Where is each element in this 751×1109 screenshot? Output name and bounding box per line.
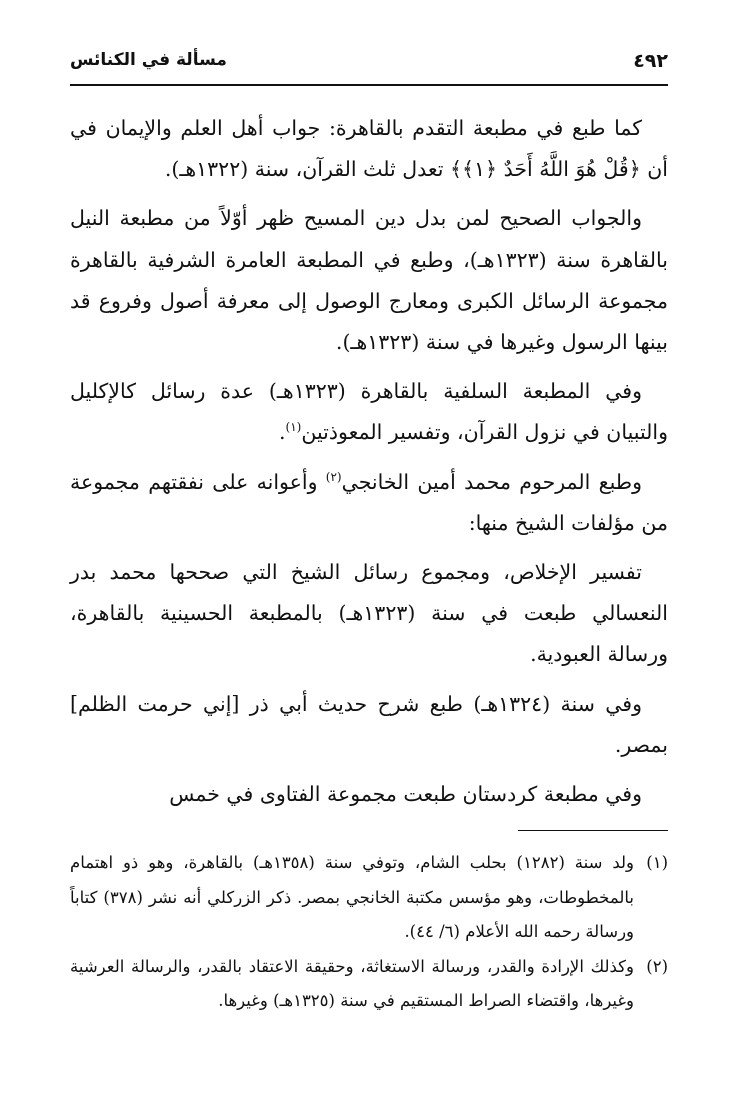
paragraph-6: وفي سنة (١٣٢٤هـ) طبع شرح حديث أبي ذر [إني حرمت الظلم] بمصر. — [70, 691, 668, 757]
page-header — [70, 50, 668, 86]
footnote-2 — [70, 950, 668, 1019]
running-title: مسألة في الكنائس — [70, 50, 227, 70]
main-text — [70, 108, 668, 823]
footnote-ref-1[interactable]: (١) — [285, 420, 302, 435]
paragraph-3-tail: . — [279, 420, 286, 445]
page-number: ٤٩٢ — [633, 50, 668, 72]
footnote-separator — [518, 830, 668, 831]
paragraph-2: والجواب الصحيح لمن بدل دين المسيح ظهر أوّلاً من مطبعة النيل بالقاهرة سنة (١٣٢٣هـ)، وطبع في المطبعة العامرة الشرفية بالقاهرة مجموعة الرسائل الكبرى ومعارج الوصول إلى معرفة أصول وفروع قد بينها الرسول وغيرها في سنة (١٣٢٣هـ). — [70, 206, 668, 355]
footnote-ref-2[interactable]: (٢) — [325, 469, 342, 484]
paragraph-3 — [70, 371, 668, 453]
paragraph-7: وفي مطبعة كردستان طبعت مجموعة الفتاوى في خمس — [169, 782, 642, 807]
footnote-1-number: (١) — [646, 853, 668, 872]
paragraph-3-text: وفي المطبعة السلفية بالقاهرة (١٣٢٣هـ) عدة رسائل كالإكليل والتبيان في نزول القرآن، وتفسير المعوذتين — [70, 379, 668, 445]
header-rule — [70, 84, 668, 86]
paragraph-1-lead: كما طبع في مطبعة التقدم بالقاهرة: جواب أهل العلم والإيمان في أن — [70, 116, 668, 182]
paragraph-4-lead: وطبع المرحوم محمد أمين الخانجي — [341, 469, 642, 494]
footnote-2-text: وكذلك الإرادة والقدر، ورسالة الاستغاثة، وحقيقة الاعتقاد بالقدر، والرسالة العرشية وغيرها، واقتضاء الصراط المستقيم في سنة (١٣٢٥هـ) وغيرها. — [70, 956, 634, 1010]
footnote-2-number: (٢) — [646, 956, 668, 976]
paragraph-5: تفسير الإخلاص، ومجموع رسائل الشيخ التي صححها محمد بدر النعسالي طبعت في سنة (١٣٢٣هـ) بالمطبعة الحسينية بالقاهرة، ورسالة العبودية. — [70, 560, 668, 667]
footnote-1-text: ولد سنة (١٢٨٢) بحلب الشام، وتوفي سنة (١٣٥٨هـ) بالقاهرة، وهو ذو اهتمام بالمخطوطات، وهو مؤسس مكتبة الخانجي بمصر. ذكر الزركلي أنه نشر (٣٧٨) كتاباً ورسالة رحمه الله الأعلام (٦/ ٤٤). — [70, 853, 635, 941]
footnotes — [70, 846, 668, 1019]
paragraph-4 — [70, 462, 668, 544]
footnote-1 — [70, 846, 668, 950]
paragraph-1 — [70, 108, 668, 190]
paragraph-1-tail: تعدل ثلث القرآن، سنة (١٣٢٢هـ). — [164, 157, 450, 182]
paragraph-4-tail: وأعوانه على نفقتهم مجموعة من مؤلفات الشيخ منها: — [70, 469, 668, 535]
quran-verse: ﴿قُلْ هُوَ اللَّهُ أَحَدٌ ﴿١﴾﴾ — [450, 157, 641, 182]
